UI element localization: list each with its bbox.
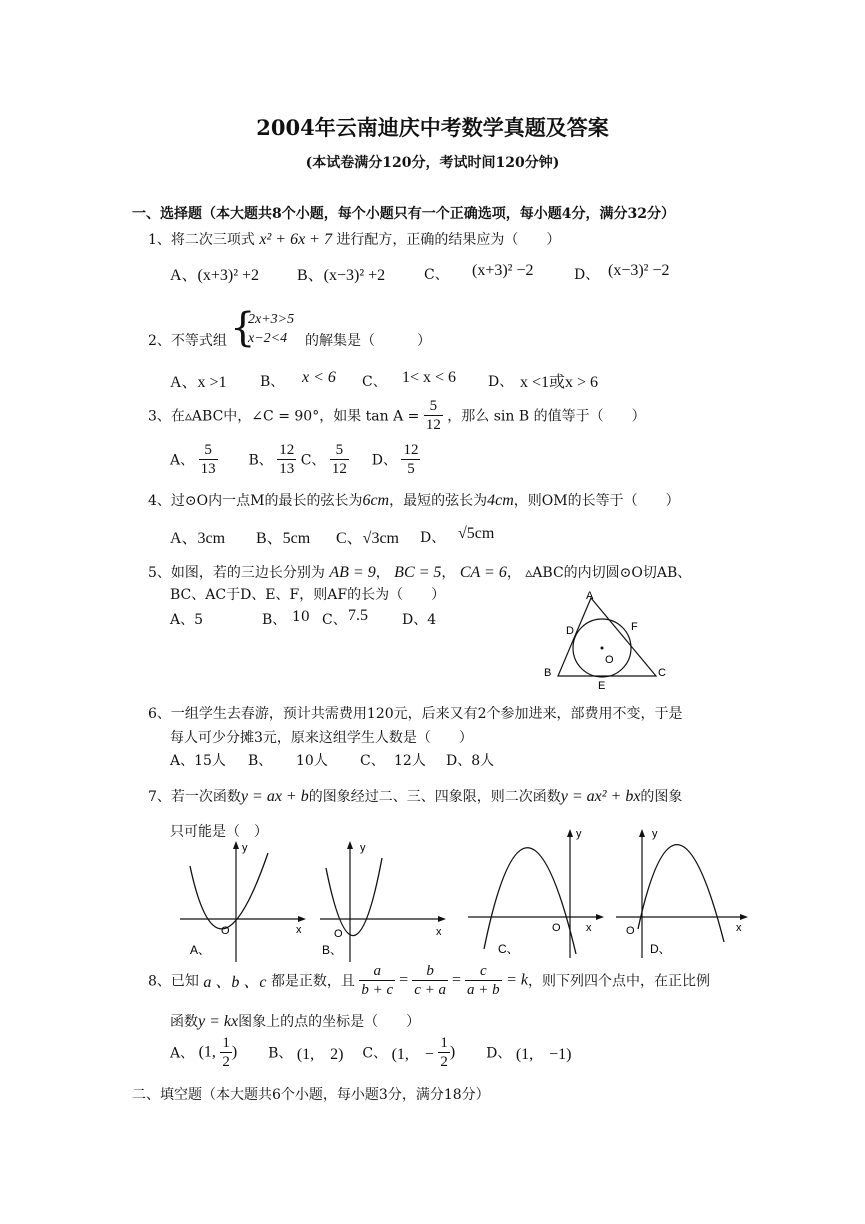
graph-b-label: B、 [322, 943, 343, 957]
q1-option-b: B、(x−3)² +2 [297, 267, 386, 284]
question-1 [148, 229, 560, 249]
q2-brace: { [230, 305, 256, 351]
q6-option-a: A、15人 [170, 753, 226, 769]
q8-option-c-post: ) [449, 1043, 456, 1061]
q1-expr: x² + 6x + 7 [259, 231, 332, 248]
q3-a-num: 5 [199, 441, 218, 460]
q1-option-d-label: D、 [574, 267, 600, 283]
q8-f1-num: a [359, 962, 395, 981]
label-d: D [566, 625, 574, 637]
q1-options [0, 262, 865, 286]
q8-option-c-label: C、 [362, 1045, 388, 1062]
label-e: E [598, 680, 606, 692]
q4-option-d-label: D、 [420, 530, 446, 546]
q3-fraction [424, 397, 443, 434]
graph-c-o: O [552, 922, 561, 934]
question-7-line-1 [148, 786, 682, 806]
label-f: F [631, 621, 638, 633]
q8-option-b: (1, 2) [296, 1046, 344, 1063]
q5-option-b-label: B、 [262, 612, 287, 628]
question-8-line-1: 8、已知 a 、b 、c 都是正数，且 $\frac{a}{b + c}$ = $\frac{b}{c + a}$ = $\frac{c}{a + b}$ = k，则下列四个点中，在正比例 [148, 963, 710, 998]
q4-stem: 4、过⊙O内一点M的最长的弦长为 [148, 493, 363, 509]
q3-option-a [199, 441, 218, 478]
q3-option-b-label: B、 [248, 452, 273, 469]
question-5-line-1: 5、如图，若的三边长分别为 AB = 9， BC = 5， CA = 6， ▵ABC的内切圆⊙O切AB、 [148, 564, 692, 581]
q2-option-d: x <1或x > 6 [520, 374, 599, 391]
q5-triangle-figure [536, 588, 672, 694]
q3-b-den: 13 [279, 461, 295, 477]
graph-a-y: y [242, 842, 248, 854]
q8-eqk: = k [506, 971, 528, 989]
q3-options [170, 441, 420, 478]
q4-mid: ，最短的弦长为 [389, 493, 488, 509]
graph-a-o: O [221, 925, 230, 937]
q7-quadratic: y = ax² + bx [560, 788, 641, 805]
q5-line-2: BC、AC于D、E、F，则AF的长为（ ） [170, 587, 446, 603]
q3-option-d [401, 441, 420, 478]
q3-option-d-label: D、 [371, 452, 397, 469]
q2-option-c: 1< x < 6 [402, 369, 457, 386]
section-2-heading: 二、填空题（本大题共6个小题，每小题3分，满分18分） [132, 1087, 490, 1103]
graph-d-y: y [652, 828, 658, 840]
q5-option-d: D、4 [402, 612, 437, 628]
q8-option-a-label: A、 [170, 1045, 195, 1062]
q3-a-den: 13 [200, 461, 216, 477]
q3-c-den: 12 [331, 461, 347, 477]
q7-graph-d [614, 824, 756, 959]
q5-stem-2: ▵ABC的内切圆⊙O切AB、 [525, 565, 692, 581]
q5-option-b: 10 [292, 609, 310, 625]
q3-tail: ，那么 sin B 的值等于（ ） [447, 408, 646, 425]
q8-line2-b: 图象上的点的坐标是（ ） [238, 1014, 421, 1030]
q7-graph-c [466, 824, 608, 959]
q3-option-b [277, 441, 296, 478]
q4-option-a: A、3cm [170, 530, 226, 547]
parabola-a [190, 853, 268, 929]
q6-option-c-label: C、 [360, 753, 385, 769]
q7-stem: 7、若一次函数 [148, 789, 241, 805]
q5-option-c: 7.5 [348, 607, 368, 624]
q3-fraction-num: 5 [424, 397, 443, 416]
q8-stem-2: 都是正数，且 [270, 973, 355, 990]
graph-c-x: x [586, 922, 592, 934]
q3-d-num: 12 [403, 442, 419, 458]
q5-ca: CA = 6 [459, 564, 507, 581]
q1-option-c: (x+3)² −2 [472, 262, 534, 279]
q6-option-d: D、8人 [446, 753, 495, 769]
page-subtitle: (本试卷满分120分，考试时间120分钟) [305, 155, 560, 171]
q8-line2-a: 函数 [170, 1014, 198, 1030]
q2-option-c-label: C、 [362, 374, 387, 390]
graph-b-y: y [360, 842, 366, 854]
q4-option-b: B、5cm [256, 530, 311, 547]
q1-option-c-label: C、 [424, 267, 449, 283]
q7-tail: 的图象 [640, 789, 683, 805]
q6-option-b: 10人 [296, 753, 328, 769]
q6-line-1: 6、一组学生去春游，预计共需费用120元，后来又有2个参加进来，部费用不变，于是 [148, 706, 683, 722]
q7-graph-b [318, 838, 448, 963]
q2-option-a: A、x >1 [170, 374, 227, 391]
parabola-c [484, 848, 576, 954]
q1-tail: 进行配方，正确的结果应为（ ） [336, 232, 561, 248]
q5-ab: AB = 9 [329, 564, 376, 581]
q4-shortest: 4cm [487, 492, 514, 509]
graph-b-x: x [436, 926, 442, 938]
q1-option-d: (x−3)² −2 [608, 262, 670, 279]
q3-option-a-label: A、 [170, 452, 195, 469]
q2-stem: 2、不等式组 [148, 333, 227, 349]
q6-line-2: 每人可少分摊3元，原来这组学生人数是（ ） [170, 730, 473, 746]
q8-function: y = kx [198, 1013, 239, 1030]
q4-longest: 6cm [362, 492, 390, 509]
parabola-d [638, 845, 724, 942]
q6-option-c: 12人 [394, 753, 426, 769]
q3-stem: 3、在▵ABC中，∠C = 90°，如果 tan A = [148, 408, 420, 425]
q1-option-a: A、(x+3)² +2 [170, 267, 260, 284]
q8-option-a-frac [220, 1034, 232, 1071]
q8-vars: a 、b 、c [203, 974, 267, 991]
section-1-heading: 一、选择题（本大题共8个小题，每个小题只有一个正确选项，每小题4分，满分32分） [132, 206, 675, 222]
q2-option-b: x < 6 [302, 369, 336, 386]
q6-options [0, 750, 865, 774]
graph-c-label: C、 [498, 942, 519, 956]
question-3 [148, 397, 646, 437]
q8-f3-num: c [465, 962, 502, 981]
q3-d-den: 5 [407, 461, 415, 477]
page-title: 2004年云南迪庆中考数学真题及答案 [256, 115, 609, 140]
label-o: O [605, 654, 614, 666]
q2-option-b-label: B、 [260, 374, 285, 390]
graph-a-label: A、 [190, 943, 211, 957]
question-4 [148, 490, 680, 510]
graph-d-x: x [736, 922, 742, 934]
q3-fraction-den: 12 [425, 417, 441, 433]
q8-option-c-pre: (1, − [391, 1046, 434, 1063]
q7-line-2: 只可能是（ ） [170, 824, 268, 840]
q8-fraction-3 [465, 962, 502, 999]
q3-option-c [330, 441, 349, 478]
q2-options [0, 369, 865, 393]
graph-d-label: D、 [650, 942, 671, 956]
q8-a-den: 2 [222, 1054, 230, 1070]
q8-options [170, 1034, 572, 1078]
q8-option-a-post: ) [231, 1043, 238, 1061]
q8-f2-den: c + a [414, 982, 446, 998]
q3-c-num: 5 [330, 441, 349, 460]
q7-linear: y = ax + b [240, 788, 309, 805]
q8-f3-den: a + b [467, 982, 500, 998]
q7-graph-a [178, 838, 308, 963]
q8-option-d: (1, −1) [515, 1046, 572, 1063]
q3-b-num: 12 [279, 442, 295, 458]
q2-option-d-label: D、 [488, 374, 514, 390]
q7-mid: 的图象经过二、三、四象限，则二次函数 [308, 789, 561, 805]
q6-option-b-label: B、 [248, 753, 273, 769]
q5-bc: BC = 5 [394, 564, 442, 581]
q8-fraction-2 [412, 962, 448, 999]
q8-a-num: 1 [222, 1035, 230, 1051]
q2-tail: 的解集是（ ） [305, 333, 431, 349]
q8-option-d-label: D、 [486, 1045, 512, 1062]
q8-f1-den: b + c [361, 982, 394, 998]
q8-tail: ，则下列四个点中，在正比例 [528, 973, 710, 990]
q4-options [0, 525, 865, 549]
q8-option-a-pre: (1, [198, 1043, 216, 1061]
q4-option-d: √5cm [458, 525, 495, 542]
label-a: A [586, 590, 594, 602]
q8-fraction-1 [359, 962, 395, 999]
question-8-line-2 [170, 1011, 420, 1031]
q8-stem: 8、已知 [148, 973, 199, 990]
q8-option-b-label: B、 [268, 1045, 293, 1062]
q1-stem: 1、将二次三项式 [148, 232, 255, 248]
q4-option-c: C、√3cm [336, 530, 400, 547]
center-point [601, 647, 604, 650]
q5-stem: 5、如图，若的三边长分别为 [148, 565, 325, 581]
q5-option-c-label: C、 [322, 612, 347, 628]
q8-f2-num: b [412, 962, 448, 981]
graph-b-o: O [334, 928, 343, 940]
q2-line1: 2x+3>5 [248, 312, 295, 327]
q8-c-den: 2 [440, 1054, 448, 1070]
graph-c-y: y [576, 828, 582, 840]
q3-option-c-label: C、 [300, 452, 326, 469]
graph-a-x: x [296, 924, 302, 936]
q4-tail: ，则OM的长等于（ ） [513, 493, 680, 509]
q5-options [0, 607, 865, 631]
q2-line2: x−2<4 [248, 331, 288, 346]
label-c: C [658, 667, 666, 679]
q8-c-num: 1 [440, 1035, 448, 1051]
q5-option-a: A、5 [170, 612, 204, 628]
q8-option-c-frac [438, 1034, 450, 1071]
graph-d-o: O [626, 925, 635, 937]
label-b: B [544, 667, 552, 679]
parabola-b [326, 858, 382, 936]
